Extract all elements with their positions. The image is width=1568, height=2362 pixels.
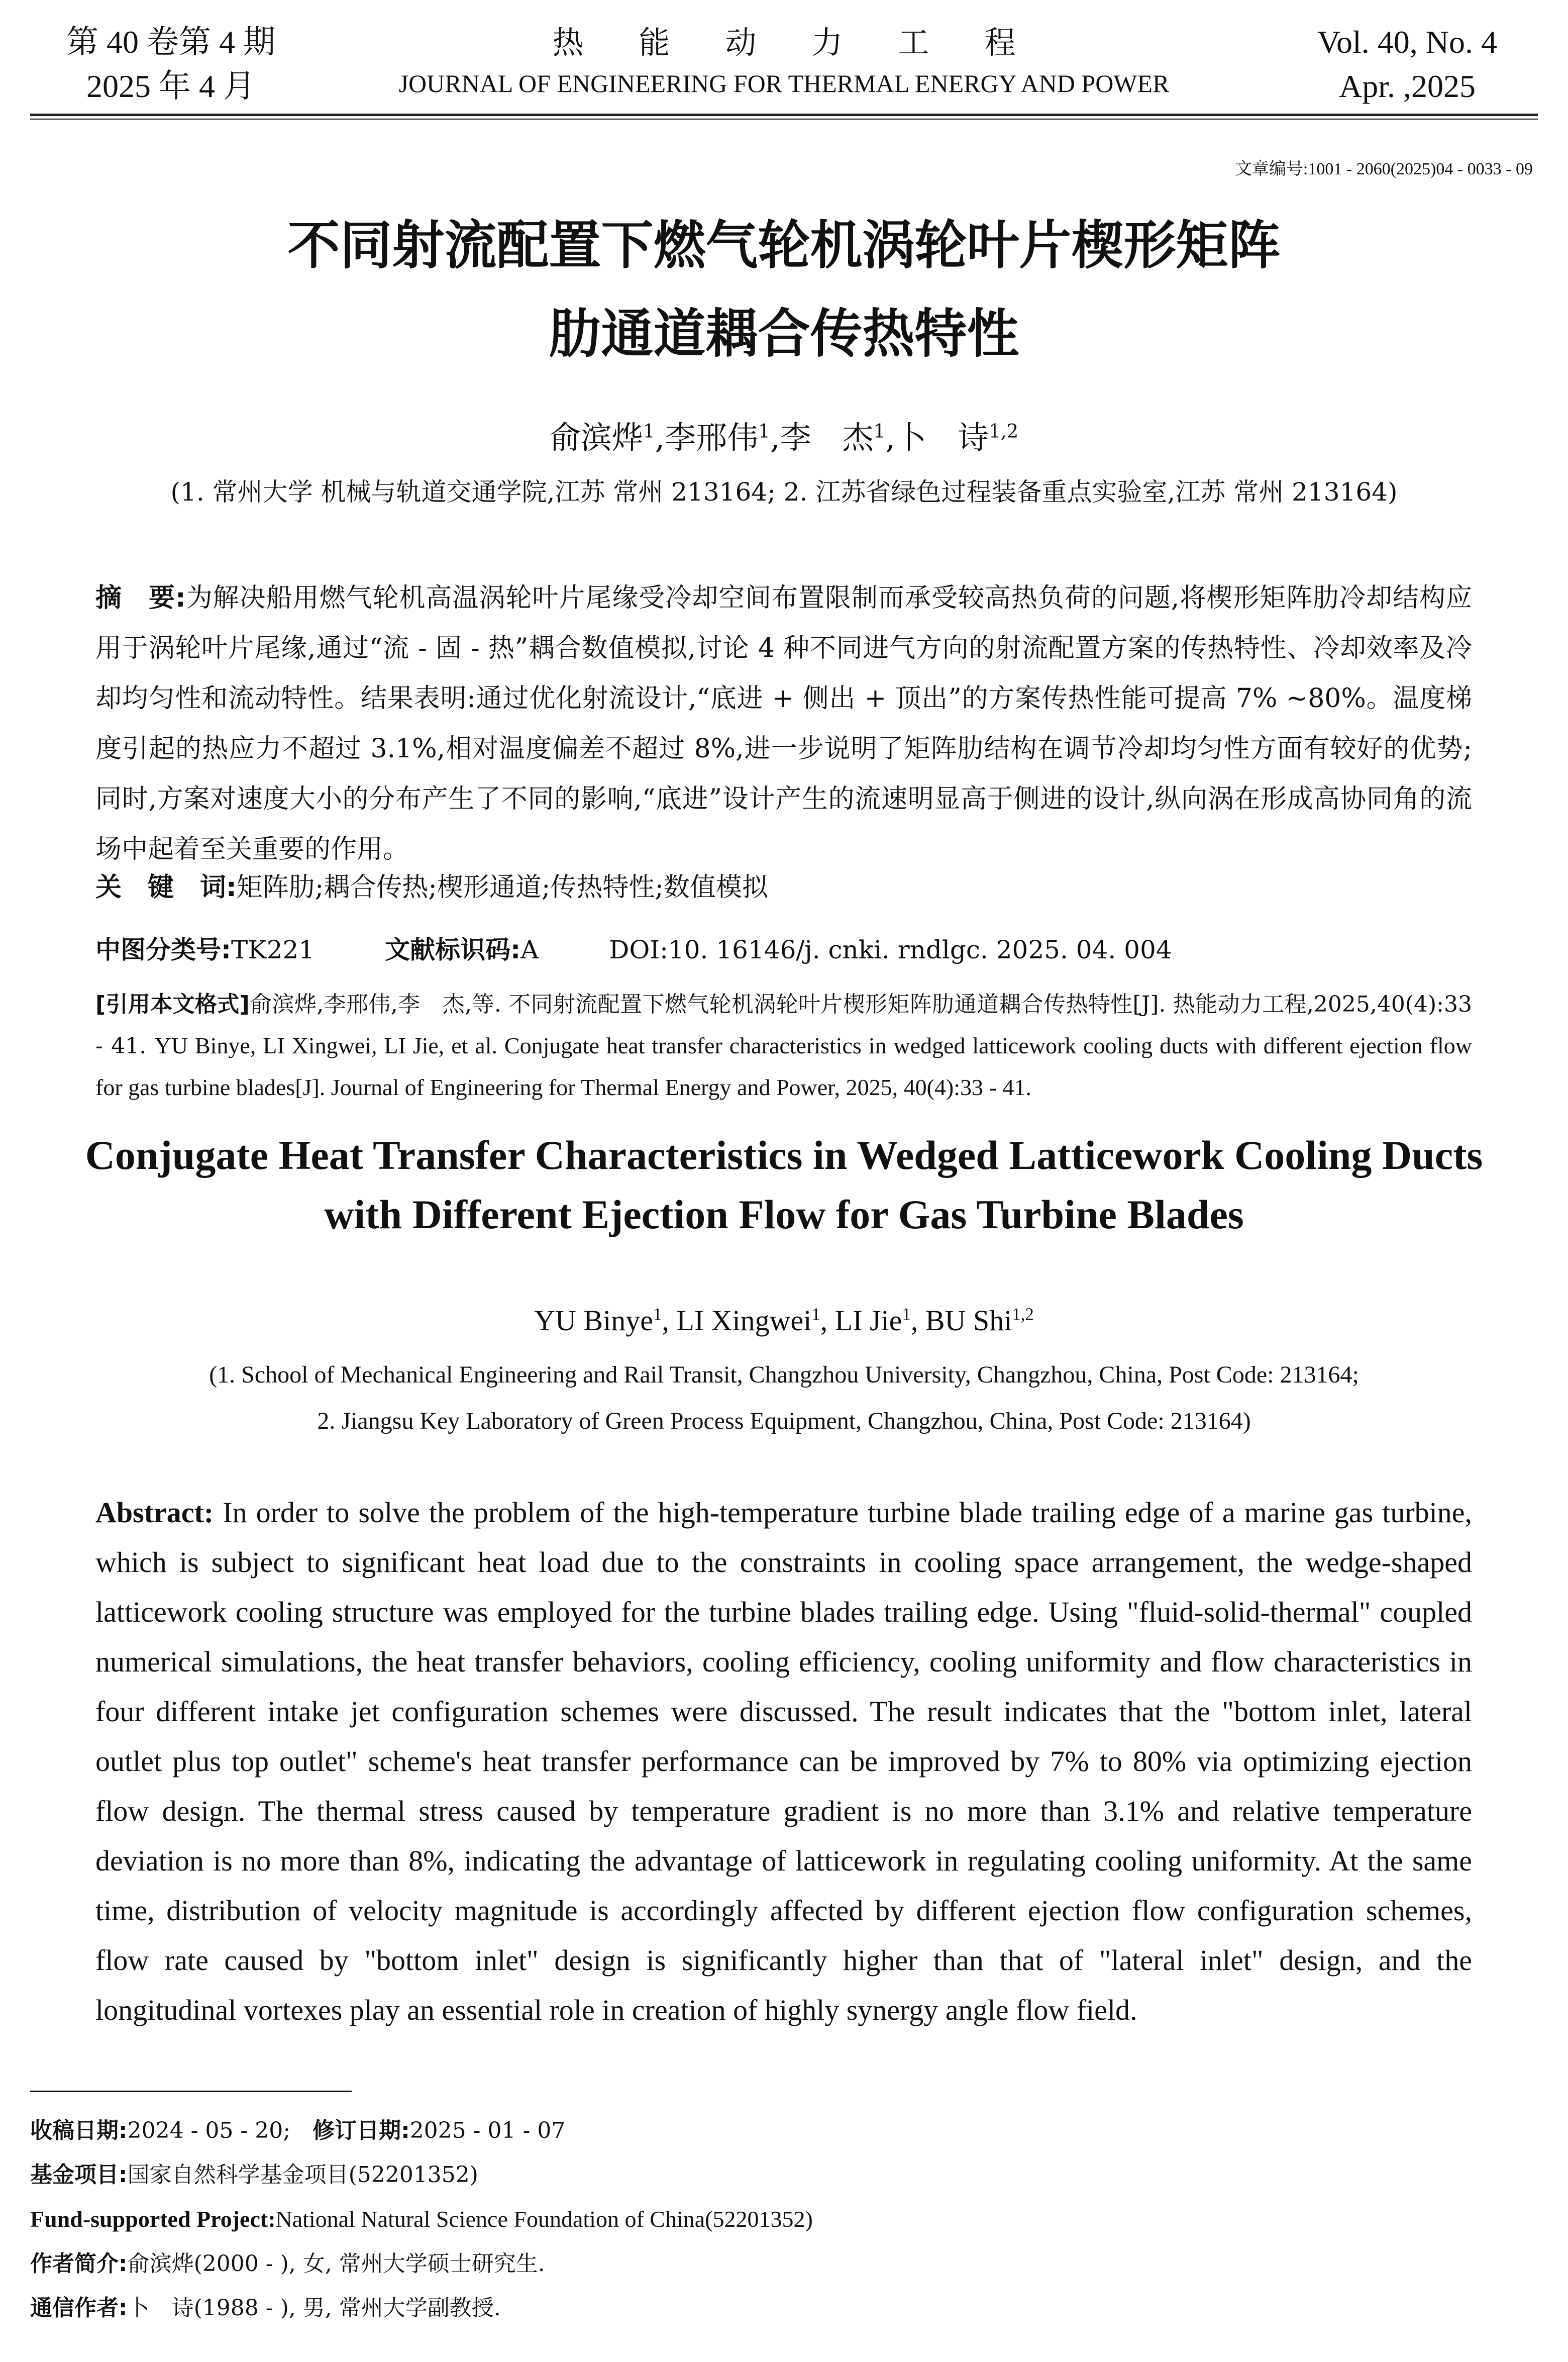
citation-label: [引用本文格式] <box>95 992 250 1017</box>
author-cn: 卜 诗 <box>895 419 989 456</box>
abstract-en-label: Abstract: <box>95 1496 214 1529</box>
received-label: 收稿日期: <box>30 2118 128 2143</box>
author-en: LI Xingwei <box>676 1304 812 1337</box>
title-cn-line2: 肋通道耦合传热特性 <box>549 303 1019 364</box>
title-cn <box>0 201 1568 378</box>
footnote-fund-en <box>30 2197 813 2242</box>
issue-volume-cn: 第 40 卷第 4 期 <box>66 24 275 60</box>
keywords-cn <box>95 867 768 908</box>
footnote-fund <box>30 2153 813 2197</box>
doc-code-value: A <box>520 935 539 964</box>
title-en-line2: with Different Ejection Flow for Gas Turbine Blades <box>324 1192 1244 1237</box>
abstract-en-text: In order to solve the problem of the high-temperature turbine blade trailing edge of a marine gas turbine, which is subject to significant heat load due to the constraints in cooling space arrangement, the wedge-shaped latticework cooling structure was employed for the turbine blades trailing edge. Using "fluid-solid-thermal" coupled numerical simulations, the heat transfer behaviors, cooling efficiency, cooling uniformity and flow characteristics in four different intake jet configuration schemes were discussed. The result indicates that the "bottom inlet, lateral outlet plus top outlet" scheme's heat transfer performance can be improved by 7% to 80% via optimizing ejection flow design. The thermal stress caused by temperature gradient is no more than 3.1% and relative temperature deviation is no more than 8%, indicating the advantage of latticework in regulating cooling uniformity. At the same time, distribution of velocity magnitude is accordingly affected by different ejection flow configuration schemes, flow rate caused by "bottom inlet" design is significantly higher than that of "lateral inlet" design, and the longitudinal vortexes play an essential role in creation of highly synergy angle flow field. <box>95 1496 1472 2026</box>
footnote-corresponding <box>30 2286 813 2330</box>
author-sup: 1,2 <box>989 420 1019 442</box>
issue-info <box>60 20 281 109</box>
corresponding-author: 卜 诗(1988 - ), 男, 常州大学副教授. <box>127 2295 501 2321</box>
title-en <box>0 1126 1568 1244</box>
fund-en-label: Fund-supported Project: <box>30 2206 276 2232</box>
author-sup: 1 <box>902 1304 911 1324</box>
author-sup: 1,2 <box>1012 1304 1034 1324</box>
fund-text: 国家自然科学基金项目(52201352) <box>127 2162 478 2188</box>
clc-value: TK221 <box>231 935 315 964</box>
abstract-cn-text: 为解决船用燃气轮机高温涡轮叶片尾缘受冷却空间布置限制而承受较高热负荷的问题,将楔形矩阵肋冷却结构应用于涡轮叶片尾缘,通过“流 - 固 - 热”耦合数值模拟,讨论 4 种不同进气方向的射流配置方案的传热特性、冷却效率及冷却均匀性和流动特性。结果表明:通过优化射流设计,“底进 + 侧出 + 顶出”的方案传热性能可提高 7% ~80%。温度梯度引起的热应力不超过 3.1%,相对温度偏差不超过 8%,进一步说明了矩阵肋结构在调节冷却均匀性方面有较好的优势;同时,方案对速度大小的分布产生了不同的影响,“底进”设计产生的流速明显高于侧进的设计,纵向涡在形成高协同角的流场中起着至关重要的作用。 <box>95 583 1472 864</box>
affiliation-en-line1: (1. School of Mechanical Engineering and Rail Transit, Changzhou University, Changzhou, China, Post Code: 213164; <box>209 1361 1359 1388</box>
journal-name-cn: 热能动力工程 <box>552 24 1071 61</box>
fund-en-text: National Natural Science Foundation of China(52201352) <box>275 2206 813 2232</box>
author-cn: 俞滨烨 <box>549 419 643 456</box>
issue-date-en: Apr. ,2025 <box>1339 68 1476 104</box>
author-bio-label: 作者简介: <box>30 2251 128 2277</box>
abstract-cn-label: 摘 要: <box>95 583 186 613</box>
author-en: YU Binye <box>534 1304 653 1337</box>
authors-en: YU Binye$^1$, LI Xingwei$^1$, LI Jie$^1$, BU Shi$^{1,2}$ <box>534 1304 1034 1337</box>
footnote-dates <box>30 2109 813 2153</box>
author-sup: 1 <box>758 420 770 442</box>
abstract-en <box>95 1488 1472 2035</box>
affiliation-en <box>0 1352 1568 1444</box>
revised-label: 修订日期: <box>312 2118 410 2143</box>
received-date: 2024 - 05 - 20; <box>127 2118 291 2143</box>
doc-code-label: 文献标识码: <box>385 935 521 964</box>
article-number: 文章编号:1001 - 2060(2025)04 - 0033 - 09 <box>1234 160 1533 178</box>
author-cn: 李 杰 <box>780 419 874 456</box>
author-en: BU Shi <box>925 1304 1012 1337</box>
author-bio: 俞滨烨(2000 - ), 女, 常州大学硕士研究生. <box>127 2251 545 2277</box>
author-sup: 1 <box>873 420 886 442</box>
header-rule-thin <box>30 119 1538 120</box>
author-cn: 李邢伟 <box>665 419 759 456</box>
clc-label: 中图分类号: <box>95 935 231 964</box>
citation-cn: 俞滨烨,李邢伟,李 杰,等. 不同射流配置下燃气轮机涡轮叶片楔形矩阵肋通道耦合传热特性[J]. 热能动力工程,2025,40(4):33 - 41. <box>95 992 1472 1059</box>
citation-en: YU Binye, LI Xingwei, LI Jie, et al. Conjugate heat transfer characteristics in wedged latticework cooling ducts with different ejection flow for gas turbine blades[J]. Journal of Engineering for Thermal Energy and Power, 2025, 40(4):33 - 41. <box>95 1033 1472 1100</box>
affiliation-en-line2: 2. Jiangsu Key Laboratory of Green Process Equipment, Changzhou, China, Post Code: 213164) <box>317 1408 1251 1434</box>
journal-name-en: JOURNAL OF ENGINEERING FOR THERMAL ENERGY AND POWER <box>398 69 1170 97</box>
issue-volume-en: Vol. 40, No. 4 <box>1317 24 1497 60</box>
footnote-rule <box>30 2091 352 2092</box>
keywords-cn-label: 关 键 词: <box>95 872 237 903</box>
title-cn-line1: 不同射流配置下燃气轮机涡轮叶片楔形矩阵 <box>287 215 1281 276</box>
footnote-author <box>30 2242 813 2286</box>
journal-name <box>301 20 1267 102</box>
revised-date: 2025 - 01 - 07 <box>409 2118 566 2143</box>
classification-line <box>95 930 1172 970</box>
author-sup: 1 <box>653 1304 662 1324</box>
citation <box>95 984 1472 1109</box>
corresponding-label: 通信作者: <box>30 2295 128 2321</box>
keywords-cn-text: 矩阵肋;耦合传热;楔形通道;传热特性;数值模拟 <box>236 872 768 903</box>
authors-cn: 俞滨烨$^1$,李邢伟$^1$,李 杰$^1$,卜 诗$^{1,2}$ <box>549 419 1019 456</box>
author-en: LI Jie <box>834 1304 902 1337</box>
fund-label: 基金项目: <box>30 2162 128 2188</box>
header-rule-thick <box>30 114 1538 117</box>
title-en-line1: Conjugate Heat Transfer Characteristics in Wedged Latticework Cooling Ducts <box>85 1132 1483 1178</box>
issue-date-cn: 2025 年 4 月 <box>86 68 255 104</box>
affiliation-cn: (1. 常州大学 机械与轨道交通学院,江苏 常州 213164; 2. 江苏省绿色过程装备重点实验室,江苏 常州 213164) <box>170 477 1398 507</box>
doi: DOI:10. 16146/j. cnki. rndlgc. 2025. 04. 004 <box>609 935 1172 964</box>
footnotes <box>30 2109 813 2330</box>
abstract-cn <box>95 573 1472 874</box>
author-sup: 1 <box>811 1304 820 1324</box>
issue-info-en <box>1302 20 1513 109</box>
author-sup: 1 <box>643 420 655 442</box>
